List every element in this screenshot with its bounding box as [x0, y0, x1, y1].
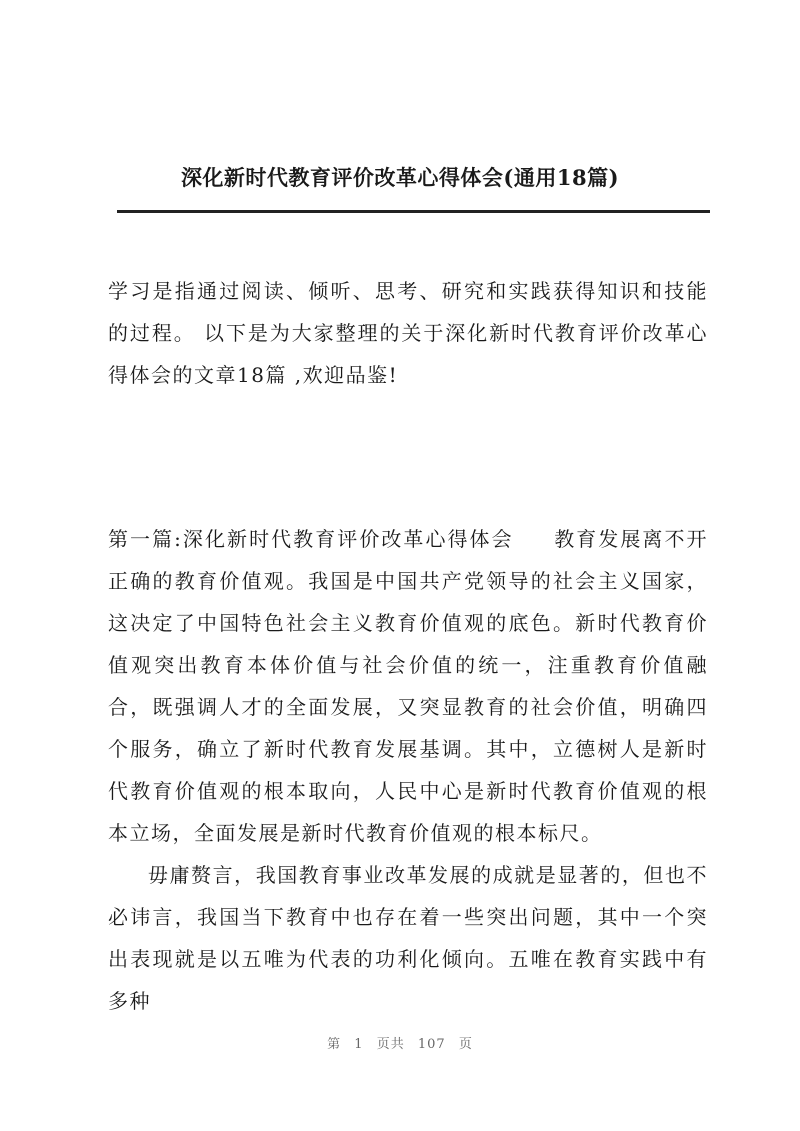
body-paragraph-1 [108, 518, 708, 854]
document-title: 深化新时代教育评价改革心得体会(通用18篇) [180, 165, 620, 190]
section-heading: 第一篇:深化新时代教育评价改革心得体会 [108, 527, 514, 551]
page-footer [0, 1033, 800, 1052]
footer-suffix: 页 [458, 1037, 473, 1052]
footer-prefix: 第 [327, 1037, 342, 1052]
footer-total-pages: 107 [417, 1037, 446, 1052]
footer-mid: 页共 [376, 1037, 405, 1052]
footer-page-number: 1 [354, 1037, 364, 1052]
title-underline [117, 210, 710, 213]
intro-paragraph: 学习是指通过阅读、倾听、思考、研究和实践获得知识和技能的过程。 以下是为大家整理的关于深化新时代教育评价改革心得体会的文章18篇 ,欢迎品鉴! [108, 279, 708, 387]
paragraph-1-text: 教育发展离不开正确的教育价值观。我国是中国共产党领导的社会主义国家，这决定了中国特色社会主义教育价值观的底色。新时代教育价值观突出教育本体价值与社会价值的统一，注重教育价值融合，既强调人才的全面发展，又突显教育的社会价值，明确四个服务，确立了新时代教育发展基调。其中，立德树人是新时代教育价值观的根本取向，人民中心是新时代教育价值观的根本立场，全面发展是新时代教育价值观的根本标尺。 [108, 527, 708, 845]
body-paragraph-2: 毋庸赘言，我国教育事业改革发展的成就是显著的，但也不必讳言，我国当下教育中也存在着一些突出问题，其中一个突出表现就是以五唯为代表的功利化倾向。五唯在教育实践中有多种 [108, 863, 708, 1013]
document-body [108, 518, 708, 1022]
